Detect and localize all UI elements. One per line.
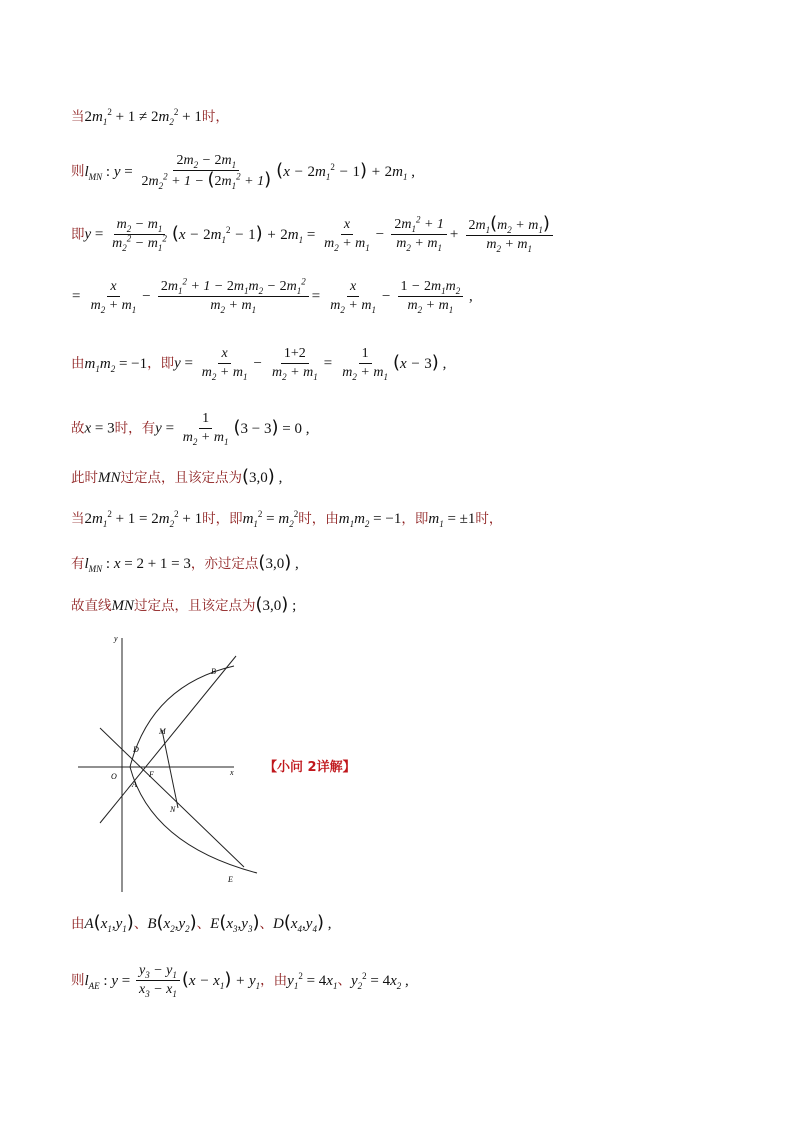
- simplify-line-1: 即y = $\frac{m_2 - m_1}{m_2^2 - m_1^2}$ $(x - 2m_1^2 - 1) + 2m_1$ = $\frac{x}{m_2 + m_1}$ − $\frac{2m_1^2 + 1}{m_2 + m_1}$ + $\frac{2m_1(m_2 + m_1)}{m_2 + m_1}$: [71, 215, 555, 254]
- fixed-point-line: 故x = 3时，有y = $\frac{1}{m_2 + m_1}$ (3 − 3) = 0 ,: [71, 411, 310, 447]
- condition-line-1: [71, 107, 229, 127]
- point-d-label: D: [133, 745, 139, 754]
- point-f-label: F: [149, 770, 154, 779]
- text-fragment: 故: [71, 420, 85, 437]
- text-fragment: 故直线: [71, 598, 112, 614]
- text-fragment: 时，: [475, 511, 503, 527]
- points-definition-line: 由$A(x_1,y_1)$、$B(x_2,y_2)$、$E(x_3,y_3)$、$D(x_4,y_4)$ ,: [71, 912, 332, 934]
- fraction: $\frac{x}{m_2 + m_1}$: [90, 279, 137, 315]
- line-mn-equation: [71, 152, 415, 191]
- math-expr: $m_1m_2 = -1$: [84, 355, 148, 374]
- point-o-label: O: [111, 772, 117, 781]
- text-fragment: 此时: [71, 470, 98, 486]
- math-expr: $2m_1^2 + 1 \ne 2m_2^2 + 1$: [84, 107, 202, 127]
- fraction: $\frac{2m_2 - 2m_1}{2m_2^2 + 1 - (2m_1^2 + 1)}$: [141, 153, 272, 191]
- text-fragment: 过定点，且该定点为: [120, 470, 242, 486]
- point-m-label: M: [159, 727, 166, 736]
- fraction: $\frac{x}{m_2 + m_1}$: [324, 217, 370, 253]
- fraction: $\frac{2m_1^2 + 1 - 2m_1m_2 - 2m_1^2}{m_2 + m_1}$: [158, 278, 309, 315]
- math-expr: $l_{MN}$ : y =: [84, 163, 137, 182]
- fraction: $\frac{x}{m_2 + m_1}$: [330, 279, 376, 315]
- section-label: 【小问 2详解】: [264, 760, 356, 775]
- line-ab: [100, 656, 236, 823]
- text-fragment: 当: [71, 109, 85, 125]
- math-expr: $(x - 2m_1^2 - 1) + 2m_1$ =: [171, 222, 320, 245]
- segment-mn: [162, 730, 178, 808]
- fraction: $\frac{1}{m_2 + m_1}$: [342, 346, 388, 382]
- fraction: $\frac{1}{m_2 + m_1}$: [182, 411, 229, 447]
- point-n-label: N: [170, 805, 176, 814]
- substitution-line: 由$m_1m_2 = -1$，即y = $\frac{x}{m_2 + m_1}$ − $\frac{1+2}{m_2 + m_1}$ = $\frac{1}{m_2 + m_1}$ (x − 3) ,: [71, 346, 447, 382]
- vertical-line-case: 有$l_{MN}$ : x = 2 + 1 = 3，亦过定点(3,0) ,: [71, 552, 299, 574]
- point-e-label: E: [228, 875, 233, 884]
- y-axis-label: y: [114, 634, 118, 643]
- fraction: $\frac{x}{m_2 + m_1}$: [201, 346, 248, 382]
- text-fragment: ，即: [147, 355, 175, 372]
- simplify-line-2: = $\frac{x}{m_2 + m_1}$ − $\frac{2m_1^2 + 1 - 2m_1m_2 - 2m_1^2}{m_2 + m_1}$ = $\frac{x}{m_2 + m_1}$ − $\frac{1 - 2m_1m_2}{m_2 + m_1}$ ,: [71, 276, 473, 315]
- fraction: $\frac{m_2 - m_1}{m_2^2 - m_1^2}$: [112, 217, 167, 253]
- text-fragment: 由: [71, 916, 85, 932]
- text-fragment: 时，即: [202, 511, 243, 527]
- parabola-figure: [76, 630, 261, 895]
- line-ae-equation: 则$l_{AE}$ : y = $\frac{y_3 - y_1}{x_3 - x_1}$ $(x - x_1) + y_1$，由$y_1^2 = 4x_1$、$y_2^2 = 4x_2$ ,: [71, 963, 409, 999]
- text-fragment: 时，由: [298, 511, 339, 527]
- fraction: $\frac{1 - 2m_1m_2}{m_2 + m_1}$: [398, 278, 464, 315]
- text-fragment: 则: [71, 163, 85, 180]
- text-fragment: 时，有: [114, 420, 156, 437]
- text-fragment: 即: [71, 226, 85, 243]
- math-expr: y =: [84, 226, 108, 243]
- text-fragment: 则: [71, 972, 85, 989]
- fraction: $\frac{2m_1^2 + 1}{m_2 + m_1}$: [391, 216, 447, 253]
- text-fragment: ，即: [401, 511, 429, 527]
- text-fragment: ，由: [260, 972, 288, 989]
- point-b-label: B: [211, 667, 216, 676]
- text-fragment: 过定点，且该定点为: [134, 598, 256, 614]
- conclusion-line-1: 此时MN过定点，且该定点为(3,0) ,: [71, 466, 283, 487]
- text-fragment: 时，: [201, 109, 229, 125]
- fraction: $\frac{y_3 - y_1}{x_3 - x_1}$: [136, 962, 180, 999]
- math-expr: $(x - 2m_1^2 - 1) + 2m_1$ ,: [276, 159, 415, 182]
- fraction: $\frac{1+2}{m_2 + m_1}$: [272, 346, 318, 382]
- x-axis-label: x: [230, 768, 234, 777]
- equal-case-line: 当$2m_1^2 + 1 = 2m_2^2 + 1$时，即$m_1^2 = m_2^2$时，由$m_1m_2 = -1$，即$m_1 = \pm 1$时，: [71, 509, 503, 529]
- text-fragment: 由: [71, 355, 85, 372]
- text-fragment: 当: [71, 511, 85, 527]
- fraction: $\frac{2m_1(m_2 + m_1)}{m_2 + m_1}$: [466, 215, 553, 254]
- point-a-label: A: [132, 780, 137, 789]
- text-fragment: 有: [71, 556, 85, 572]
- conclusion-line-2: 故直线MN过定点，且该定点为(3,0) ;: [71, 594, 297, 615]
- text-fragment: ，亦过定点: [190, 556, 259, 572]
